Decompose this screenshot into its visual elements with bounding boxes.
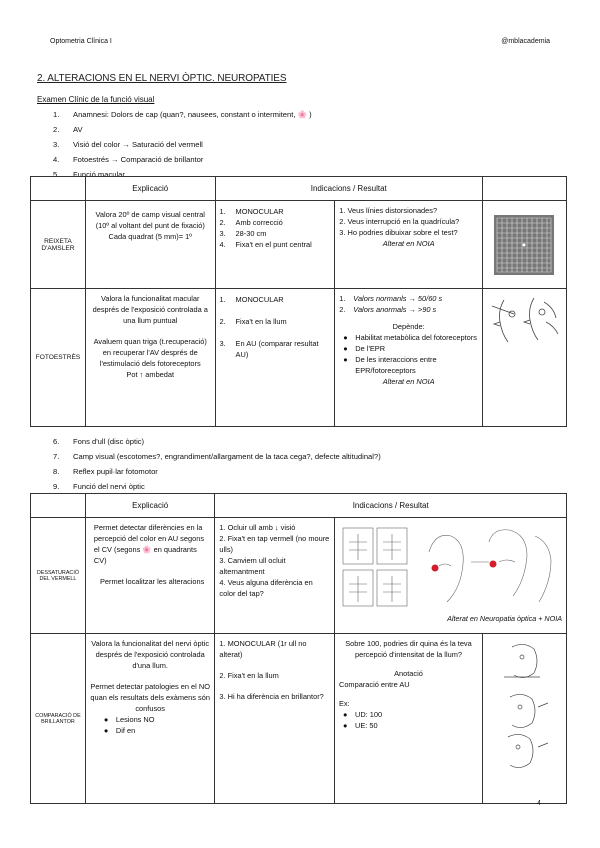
results-cell: 1. Veus línies distorsionades? 2. Veus interrupció en la quadrícula? 3. Ho podries dibuixar sobre el test? Alterat en NOIA	[335, 201, 483, 289]
figure-cell	[482, 289, 566, 427]
list-item: 5. Funció macular	[53, 170, 125, 179]
red-desaturation-image	[339, 522, 559, 612]
alteration-note: Alterat en NOIA	[382, 239, 435, 248]
list-item: 9. Funció del nervi òptic	[53, 482, 145, 491]
list-item: 7. Camp visual (escotomes?, engrandiment/allargament de la taca cega?, defecte altitudinal?)	[53, 452, 381, 461]
list-item: 2. AV	[53, 125, 83, 134]
figure-cell	[482, 634, 566, 804]
header-handle: @mblacademia	[501, 38, 550, 45]
indications-cell: 1. MONOCULAR (1r ull no alterat) 2. Fixa't en la llum 3. Hi ha diferència en brillantor?	[215, 634, 335, 804]
header-indicacions: Indicacions / Resultat	[215, 177, 482, 201]
row-label: FOTOESTRÈS	[31, 289, 86, 427]
table-header-row	[31, 177, 567, 201]
row-label: DESSATURACIÓ DEL VERMELL	[31, 518, 86, 634]
indications-cell: 1. MONOCULAR 2. Amb correcció 3. 28-30 cm 4. Fixa't en el punt central	[215, 201, 335, 289]
indications-cell: 1. MONOCULAR 2. Fixa't en la llum 3. En AU (comparar resultat AU)	[215, 289, 335, 427]
page-number: 4	[537, 800, 541, 807]
exam-list-2	[53, 434, 381, 494]
photostress-sketch-image	[484, 292, 564, 352]
header-explicacio: Explicació	[85, 494, 215, 518]
indications-cell: 1. Ocluir ull amb ↓ visió 2. Fixa't en tap vermell (no moure ulls) 3. Canviem ull ocluit alternantment 4. Veus alguna diferència en color del tap?	[215, 518, 335, 634]
figure-cell	[482, 201, 566, 289]
section-subtitle: Examen Clínic de la funció visual	[37, 95, 155, 104]
table-header-row	[31, 494, 567, 518]
figure-cell	[334, 518, 566, 634]
page-header	[50, 38, 550, 45]
explanation-cell: Permet detectar diferències en la percepció del color en AU segons el CV (segons 🌸 en quadrants CV) Permet localitzar les alteracions	[85, 518, 215, 634]
table-row	[31, 289, 567, 427]
amsler-grid-image	[494, 215, 554, 275]
header-explicacio: Explicació	[85, 177, 215, 201]
results-cell: Sobre 100, podries dir quina és la teva percepció d'intensitat de la llum? Anotació Comparació entre AU Ex: ● UD: 100 ● UE: 50	[334, 634, 482, 804]
brightness-comparison-image	[494, 637, 554, 787]
table-row	[31, 201, 567, 289]
list-item: 8. Reflex pupil·lar fotomotor	[53, 467, 158, 476]
macular-table	[30, 176, 567, 427]
list-item: 3. Visió del color → Saturació del vermell	[53, 140, 203, 149]
optic-nerve-table	[30, 493, 567, 804]
row-label: COMPARACIÓ DE BRILLANTOR	[31, 634, 86, 804]
alteration-note: Alterat en NOIA	[382, 377, 435, 386]
header-indicacions: Indicacions / Resultat	[215, 494, 567, 518]
explanation-cell: Valora 20º de camp visual central (10º al voltant del punt de fixació) Cada quadrat (5 mm)= 1º	[85, 201, 215, 289]
row-label: REIXETA D'AMSLER	[31, 201, 86, 289]
table-row	[31, 518, 567, 634]
list-item: 1. Anamnesi: Dolors de cap (quan?, nausees, constant o intermitent, 🌸 )	[53, 110, 312, 119]
explanation-cell: Valora la funcionalitat macular després de l'exposició controlada a una llum puntual Avaluem quan triga (t.recuperació) en recuperar l'AV després de l'estimulació dels fotoreceptors Pot ↑ ambedat	[85, 289, 215, 427]
header-course: Optometria Clínica I	[50, 38, 112, 45]
list-item: 4. Fotoestrés → Comparació de brillantor	[53, 155, 204, 164]
list-item: 6. Fons d'ull (disc òptic)	[53, 437, 145, 446]
explanation-cell: Valora la funcionalitat del nervi òptic després de l'exposició controlada d'una llum. Permet detectar patologies en el NO quan els resultats dels exàmens són confusos ● Lesions NO ● Dif en	[85, 634, 215, 804]
alteration-note: Alterat en Neuropatia òptica + NOIA	[447, 614, 562, 623]
results-cell: 1. Valors normanls → 50/60 s 2. Valors anormals → >90 s Depènde: ● Habilitat metabòlica del fotoreceptors ● De l'EPR ● De les interaccions entre EPR/fotoreceptors Alterat en NOIA	[335, 289, 483, 427]
table-row	[31, 634, 567, 804]
section-title: 2. ALTERACIONS EN EL NERVI ÒPTIC. NEUROPATIES	[37, 73, 287, 84]
exam-list-1	[53, 107, 312, 182]
